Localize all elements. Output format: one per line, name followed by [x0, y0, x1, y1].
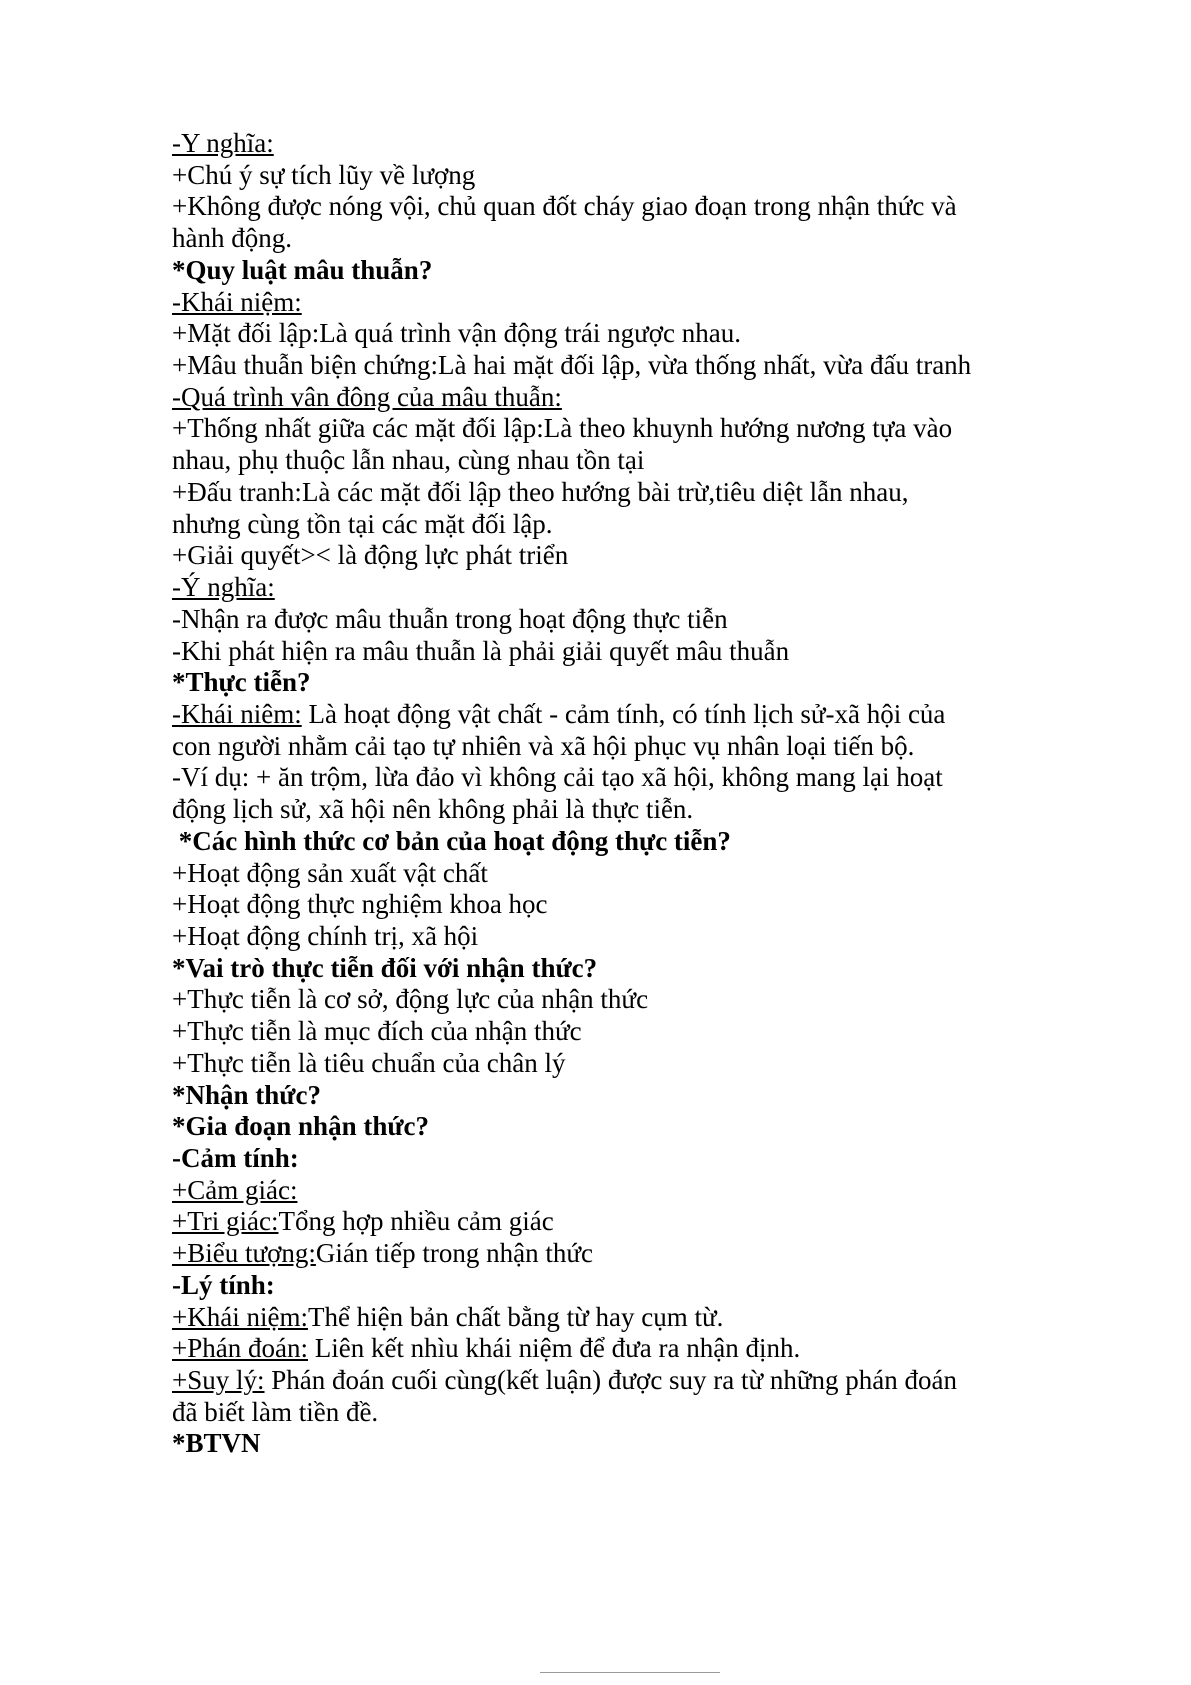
line-text: -Lý tính:: [172, 1269, 275, 1300]
document-line: [172, 826, 982, 858]
document-line: [172, 255, 982, 287]
document-line: [172, 1111, 982, 1143]
document-line: [172, 287, 982, 319]
document-line: [172, 350, 982, 382]
line-text: +Hoạt động thực nghiệm khoa học: [172, 889, 548, 920]
document-line: [172, 572, 982, 604]
document-line: [172, 604, 982, 636]
document-line: [172, 921, 982, 953]
line-text: *Quy luật mâu thuẫn?: [172, 254, 433, 285]
document-line: [172, 382, 982, 414]
line-text: -Khái niệm:: [172, 286, 302, 317]
document-line: [172, 413, 982, 476]
line-text: -Ví dụ: + ăn trộm, lừa đảo vì không cải tạo xã hội, không mang lại hoạt động lịch sử, xã hội nên không phải là thực tiễn.: [172, 762, 950, 825]
document-line: [172, 1048, 982, 1080]
document-line: [172, 984, 982, 1016]
document-line: [172, 1270, 982, 1302]
document-line: [172, 699, 982, 762]
document-line: [172, 953, 982, 985]
line-text: -Khi phát hiện ra mâu thuẫn là phải giải quyết mâu thuẫn: [172, 635, 790, 666]
line-text: Thể hiện bản chất bằng từ hay cụm từ.: [307, 1301, 724, 1332]
document-line: [172, 128, 982, 160]
line-text: +Không được nóng vội, chủ quan đốt cháy giao đoạn trong nhận thức và hành động.: [172, 191, 964, 254]
document-line: [172, 667, 982, 699]
line-text: *Thực tiễn?: [172, 667, 311, 698]
line-text: +Thực tiễn là tiêu chuẩn của chân lý: [172, 1047, 566, 1078]
line-text: +Thực tiễn là cơ sở, động lực của nhận thức: [172, 984, 649, 1015]
document-line: [172, 1206, 982, 1238]
line-text: *Vai trò thực tiễn đối với nhận thức?: [172, 952, 598, 983]
line-label: +Tri giác:: [172, 1206, 279, 1237]
line-label: +Biểu tượng:: [172, 1238, 316, 1269]
line-text: -Cảm tính:: [172, 1143, 299, 1173]
line-text: +Đấu tranh:Là các mặt đối lập theo hướng bài trừ,tiêu diệt lẫn nhau, nhưng cùng tồn tại các mặt đối lập.: [172, 476, 916, 539]
line-text: *Các hình thức cơ bản của hoạt động thực tiễn?: [172, 825, 731, 856]
line-text: Liên kết nhìu khái niệm để đưa ra nhận định.: [307, 1333, 801, 1364]
line-text: -Quá trình vân đông của mâu thuẫn:: [172, 381, 562, 412]
document-body: [172, 128, 982, 1460]
line-text: +Mâu thuẫn biện chứng:Là hai mặt đối lập, vừa thống nhất, vừa đấu tranh: [172, 350, 972, 381]
line-text: Tổng hợp nhiều cảm giác: [278, 1206, 554, 1237]
line-text: +Giải quyết>< là động lực phát triển: [172, 540, 569, 571]
document-line: [172, 318, 982, 350]
line-label: -Khái niêm:: [172, 698, 302, 729]
line-text: Là hoạt động vật chất - cảm tính, có tính lịch sử-xã hội của con người nhằm cải tạo tự nhiên và xã hội phục vụ nhân loại tiến bộ.: [172, 698, 953, 761]
page-bottom-rule: [540, 1672, 720, 1673]
document-line: [172, 191, 982, 254]
line-label: +Khái niệm:: [172, 1301, 308, 1332]
document-line: [172, 1143, 982, 1175]
document-line: [172, 1428, 982, 1460]
line-text: +Thống nhất giữa các mặt đối lập:Là theo khuynh hướng nương tựa vào nhau, phụ thuộc lẫn nhau, cùng nhau tồn tại: [172, 413, 959, 476]
document-line: [172, 858, 982, 890]
document-line: [172, 477, 982, 540]
document-line: [172, 1175, 982, 1207]
line-text: Phán đoán cuối cùng(kết luận) được suy ra từ những phán đoán đã biết làm tiền đề.: [172, 1365, 964, 1427]
line-text: +Chú ý sự tích lũy về lượng: [172, 159, 476, 190]
line-text: *Nhận thức?: [172, 1079, 321, 1110]
document-line: [172, 1080, 982, 1112]
document-line: [172, 540, 982, 572]
line-text: *Gia đoạn nhận thức?: [172, 1111, 430, 1142]
line-text: +Hoạt động sản xuất vật chất: [172, 857, 488, 888]
document-line: [172, 1365, 982, 1428]
line-text: -Nhận ra được mâu thuẫn trong hoạt động thực tiễn: [172, 603, 728, 634]
line-label: +Phán đoán:: [172, 1333, 308, 1364]
line-text: +Hoạt động chính trị, xã hội: [172, 920, 479, 951]
line-text: +Cảm giác:: [172, 1174, 298, 1205]
line-text: Gián tiếp trong nhận thức: [315, 1238, 593, 1269]
line-label: +Suy lý:: [172, 1365, 265, 1396]
line-text: -Ý nghĩa:: [172, 572, 275, 603]
document-line: [172, 1333, 982, 1365]
document-line: [172, 762, 982, 825]
document-line: [172, 889, 982, 921]
line-text: +Mặt đối lập:Là quá trình vận động trái ngược nhau.: [172, 318, 742, 349]
document-line: [172, 1238, 982, 1270]
document-line: [172, 160, 982, 192]
document-line: [172, 1302, 982, 1334]
document-line: [172, 636, 982, 668]
line-text: +Thực tiễn là mục đích của nhận thức: [172, 1016, 582, 1047]
line-text: *BTVN: [172, 1428, 261, 1459]
document-line: [172, 1016, 982, 1048]
line-text: -Y nghĩa:: [172, 128, 274, 158]
